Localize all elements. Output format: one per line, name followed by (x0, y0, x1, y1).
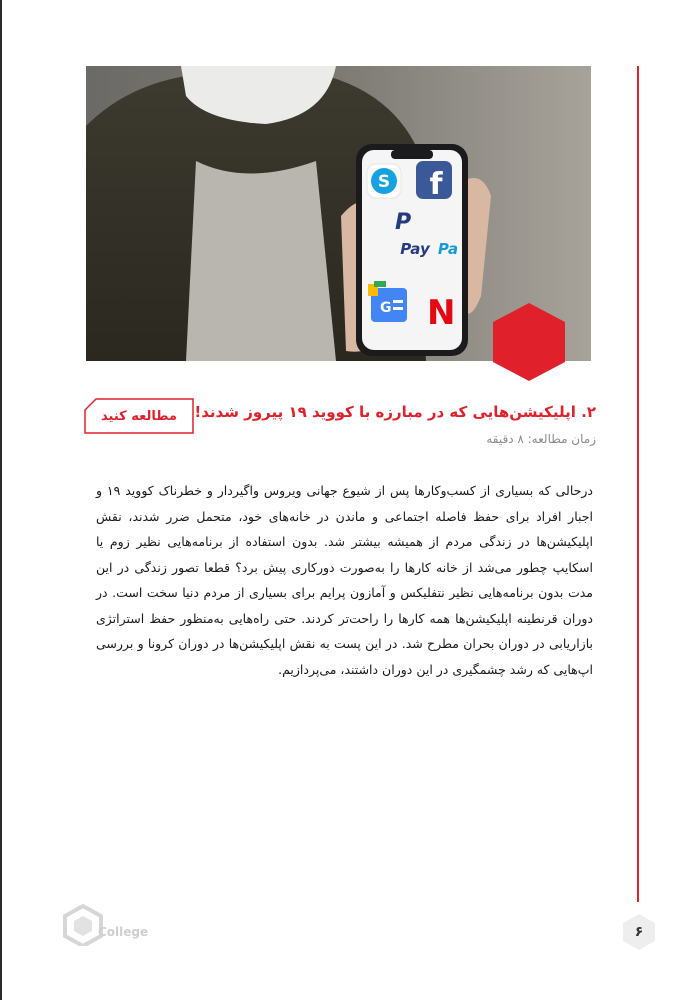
netflix-icon (427, 293, 455, 333)
page-left-border (0, 0, 2, 1000)
svg-text:Pa: Pa (437, 240, 459, 258)
accent-hexagon (493, 303, 565, 381)
svg-text:G: G (380, 300, 392, 316)
article-body: درحالی که بسیاری از کسب‌وکارها پس از شیوع جهانی ویروس واگیردار و خطرناک کووید ۱۹ و اجبار افراد برای حفظ فاصله اجتماعی و ماندن در خانه‌های خود، متحمل ضرر شدند، نقش اپلیکیشن‌ها در زندگی مردم از همیشه بیشتر شد. بدون استفاده از برنامه‌هایی نظیر زوم یا اسکایپ چطور می‌شد از خانه کارها را به‌صورت دورکاری پیش برد؟ قطعا تصور زندگی در این مدت بدون برنامه‌هایی نظیر نتفلیکس و آمازون پرایم برای بسیاری از مردم دنیا سخت است. در دوران قرنطینه اپلیکیشن‌ها همه کارها را راحت‌تر کردند. حتی راه‌هایی به‌منظور حفظ استراتژی بازاریابی در دوران بحران مطرح شد. در این پست به نقش اپلیکیشن‌ها در دوران کرونا و بررسی اپ‌هایی که رشد چشمگیری در این دوران داشتند، می‌پردازیم. (96, 483, 593, 677)
read-time: زمان مطالعه: ۸ دقیقه (486, 432, 596, 446)
svg-text:N: N (427, 293, 456, 333)
page-number (622, 913, 656, 951)
read-article-button[interactable] (84, 398, 194, 434)
article-title: ۲. اپلیکیشن‌هایی که در مبارزه با کووید ۱۹ پیروز شدند! (194, 403, 596, 421)
skype-icon (367, 164, 401, 198)
svg-text:S: S (377, 172, 391, 192)
svg-text:Pay: Pay (400, 240, 430, 258)
logo-text: College (98, 925, 149, 939)
college-logo (58, 902, 168, 946)
svg-text:f: f (429, 167, 443, 202)
facebook-icon (416, 161, 452, 202)
read-article-button-label: مطالعه کنید (101, 408, 177, 424)
right-accent-rule (637, 66, 639, 902)
svg-text:P: P (394, 210, 412, 235)
page-number-label: ۶ (634, 924, 644, 940)
